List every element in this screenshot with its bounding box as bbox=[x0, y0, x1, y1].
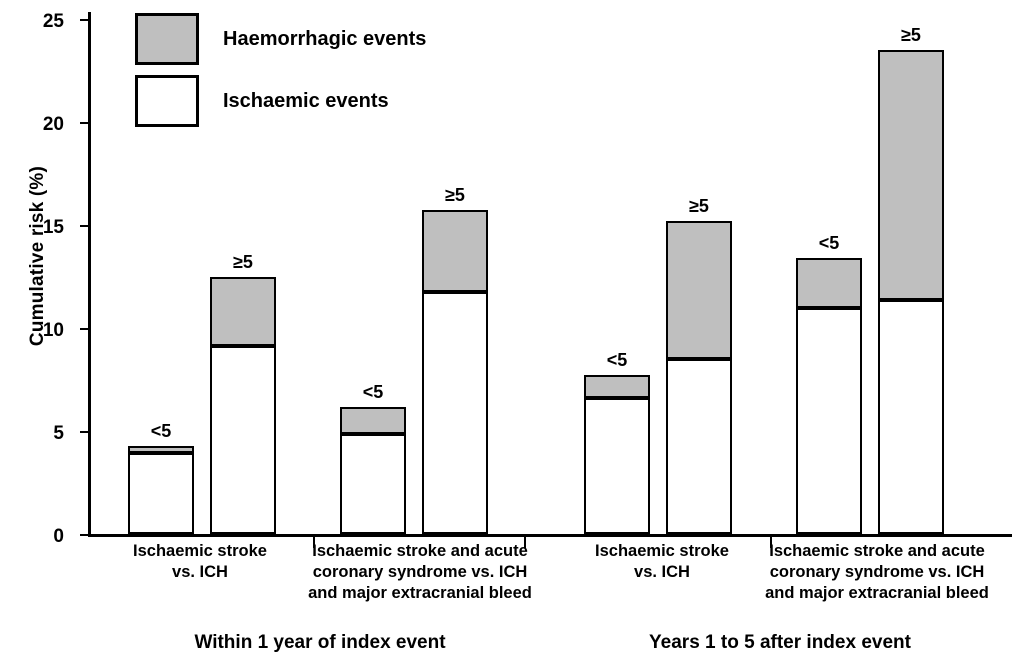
bar-score-label: ≥5 bbox=[233, 252, 253, 272]
y-tick-mark-15 bbox=[80, 225, 88, 227]
y-tick-mark-5 bbox=[80, 431, 88, 433]
bar-segment-haemorrhagic bbox=[666, 221, 732, 359]
bar-segment-ischaemic bbox=[666, 359, 732, 534]
y-tick-label-20: 20 bbox=[42, 114, 64, 135]
bar-segment-haemorrhagic bbox=[796, 258, 862, 308]
x-axis-line bbox=[88, 534, 1012, 537]
y-tick-label-10: 10 bbox=[42, 320, 64, 341]
bar-segment-ischaemic bbox=[128, 453, 194, 534]
bar-g3-gte5 bbox=[666, 196, 732, 534]
category-label-4-line2: coronary syndrome vs. ICH bbox=[769, 562, 985, 581]
bar-g1-gte5 bbox=[210, 252, 276, 534]
bar-segment-haemorrhagic bbox=[210, 277, 276, 346]
bar-score-label: <5 bbox=[606, 350, 628, 370]
y-axis-title: Cumulative risk (%) bbox=[27, 165, 48, 347]
category-label-3-line2: vs. ICH bbox=[634, 562, 690, 581]
bar-segment-ischaemic bbox=[340, 434, 406, 534]
y-tick-mark-10 bbox=[80, 328, 88, 330]
bar-segment-haemorrhagic bbox=[128, 446, 194, 453]
bar-g4-lt5 bbox=[796, 233, 862, 534]
group-label-within-1-year: Within 1 year of index event bbox=[194, 632, 446, 653]
y-tick-label-5: 5 bbox=[53, 423, 64, 444]
y-tick-mark-20 bbox=[80, 122, 88, 124]
category-label-2 bbox=[300, 541, 540, 604]
bar-score-label: ≥5 bbox=[445, 185, 465, 205]
bar-g4-gte5 bbox=[878, 25, 944, 534]
category-label-4-line1: Ischaemic stroke and acute bbox=[769, 542, 985, 560]
group-label-years-1-to-5: Years 1 to 5 after index event bbox=[649, 632, 911, 653]
y-tick-label-25: 25 bbox=[42, 11, 64, 32]
category-label-2-line1: Ischaemic stroke and acute bbox=[312, 542, 528, 560]
bar-score-label: <5 bbox=[362, 382, 384, 402]
bar-segment-ischaemic bbox=[584, 398, 650, 534]
category-label-1 bbox=[105, 541, 295, 583]
bar-g1-lt5 bbox=[128, 421, 194, 534]
bar-score-label: <5 bbox=[818, 233, 840, 253]
bar-segment-haemorrhagic bbox=[340, 407, 406, 434]
bar-segment-ischaemic bbox=[210, 346, 276, 534]
legend-label-haemorrhagic: Haemorrhagic events bbox=[223, 27, 427, 50]
category-label-4-line3: and major extracranial bleed bbox=[765, 583, 989, 602]
bar-score-label: <5 bbox=[150, 421, 172, 441]
category-label-4 bbox=[757, 541, 997, 604]
bar-score-label: ≥5 bbox=[689, 196, 709, 216]
bar-segment-haemorrhagic bbox=[422, 210, 488, 292]
bar-segment-ischaemic bbox=[422, 292, 488, 534]
bar-g3-lt5 bbox=[584, 350, 650, 534]
bar-segment-haemorrhagic bbox=[584, 375, 650, 398]
category-label-1-line1: Ischaemic stroke bbox=[133, 542, 267, 560]
category-label-3-line1: Ischaemic stroke bbox=[595, 542, 729, 560]
category-label-3 bbox=[567, 541, 757, 583]
category-label-1-line2: vs. ICH bbox=[172, 562, 228, 581]
category-label-2-line3: and major extracranial bleed bbox=[308, 583, 532, 602]
bar-g2-lt5 bbox=[340, 382, 406, 534]
y-tick-label-15: 15 bbox=[42, 217, 64, 238]
y-tick-mark-0 bbox=[80, 534, 88, 536]
bar-segment-ischaemic bbox=[878, 300, 944, 534]
bar-segment-ischaemic bbox=[796, 308, 862, 534]
y-tick-label-0: 0 bbox=[53, 526, 64, 547]
bar-segment-haemorrhagic bbox=[878, 50, 944, 300]
legend-label-ischaemic: Ischaemic events bbox=[223, 89, 389, 112]
y-tick-mark-25 bbox=[80, 19, 88, 21]
plot-area bbox=[90, 12, 1010, 534]
category-label-2-line2: coronary syndrome vs. ICH bbox=[312, 562, 528, 581]
bar-g2-gte5 bbox=[422, 185, 488, 534]
bar-score-label: ≥5 bbox=[901, 25, 921, 45]
